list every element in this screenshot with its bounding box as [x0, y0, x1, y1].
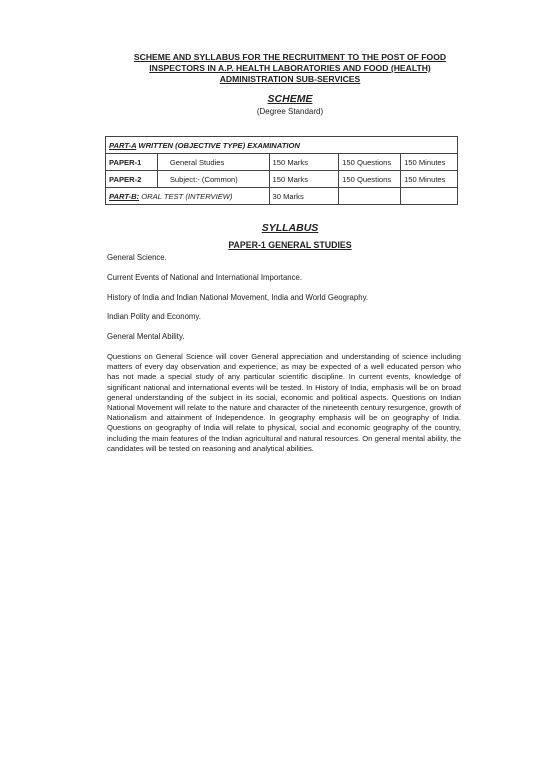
subject-cell: Subject:- (Common): [157, 171, 269, 188]
topic-line: General Science.: [107, 253, 167, 262]
part-b-marks-cell: 30 Marks: [269, 188, 339, 205]
minutes-cell: 150 Minutes: [401, 171, 458, 188]
minutes-cell: 150 Minutes: [401, 154, 458, 171]
title-line-3: ADMINISTRATION SUB-SERVICES: [219, 74, 361, 84]
title-line-1: SCHEME AND SYLLABUS FOR THE RECRUITMENT TO THE POST OF FOOD: [133, 52, 447, 62]
part-b-row: [106, 188, 458, 205]
marks-cell: 150 Marks: [269, 171, 339, 188]
questions-cell: 150 Questions: [339, 154, 401, 171]
paper-cell: PAPER-1: [106, 154, 158, 171]
marks-cell: 150 Marks: [269, 154, 339, 171]
part-a-text: WRITTEN (OBJECTIVE TYPE) EXAMINATION: [136, 140, 300, 150]
part-b-text: ORAL TEST (INTERVIEW): [139, 191, 233, 201]
title-line-2: INSPECTORS IN A.P. HEALTH LABORATORIES AND FOOD (HEALTH): [149, 63, 431, 73]
topic-line: Current Events of National and International Importance.: [107, 273, 303, 282]
topic-line: Indian Polity and Economy.: [107, 312, 201, 321]
part-a-row: [106, 137, 458, 154]
questions-cell: 150 Questions: [339, 171, 401, 188]
topic-line: History of India and Indian National Movement, India and World Geography.: [107, 293, 369, 302]
table-row: [106, 154, 458, 171]
part-b-label: PART-B:: [109, 191, 140, 201]
empty-cell: [401, 188, 458, 205]
syllabus-heading: SYLLABUS: [261, 222, 319, 234]
subject-cell: General Studies: [157, 154, 269, 171]
paper-cell: PAPER-2: [106, 171, 158, 188]
document-title: [100, 52, 480, 85]
table-row: [106, 171, 458, 188]
scheme-table: [105, 136, 458, 205]
scheme-heading: SCHEME: [267, 93, 313, 105]
empty-cell: [339, 188, 401, 205]
syllabus-paragraph: Questions on General Science will cover General appreciation and understanding of science including matters of every day observation and experience, as may be expected of a well educated person who has not made a special study of any particular scientific discipline. In current events, knowledge of significant national and international events will be tested. In History of India, emphasis will be on broad general understanding of the subject in its social, economic and political aspects. Questions on Indian National Movement will relate to the nature and character of the nineteenth century resurgence, growth of Nationalism and attainment of Independence. In geography emphasis will be on geography of India. Questions on geography of India will relate to physical, social and economic geography of the country, including the main features of the Indian agricultural and natural resources. On general mental ability, the candidates will be tested on reasoning and analytical abilities.: [107, 352, 461, 453]
topic-line: General Mental Ability.: [107, 332, 185, 341]
paper-heading: PAPER-1 GENERAL STUDIES: [228, 240, 352, 250]
scheme-subheading: (Degree Standard): [256, 107, 324, 116]
part-a-label: PART-A: [109, 140, 137, 150]
